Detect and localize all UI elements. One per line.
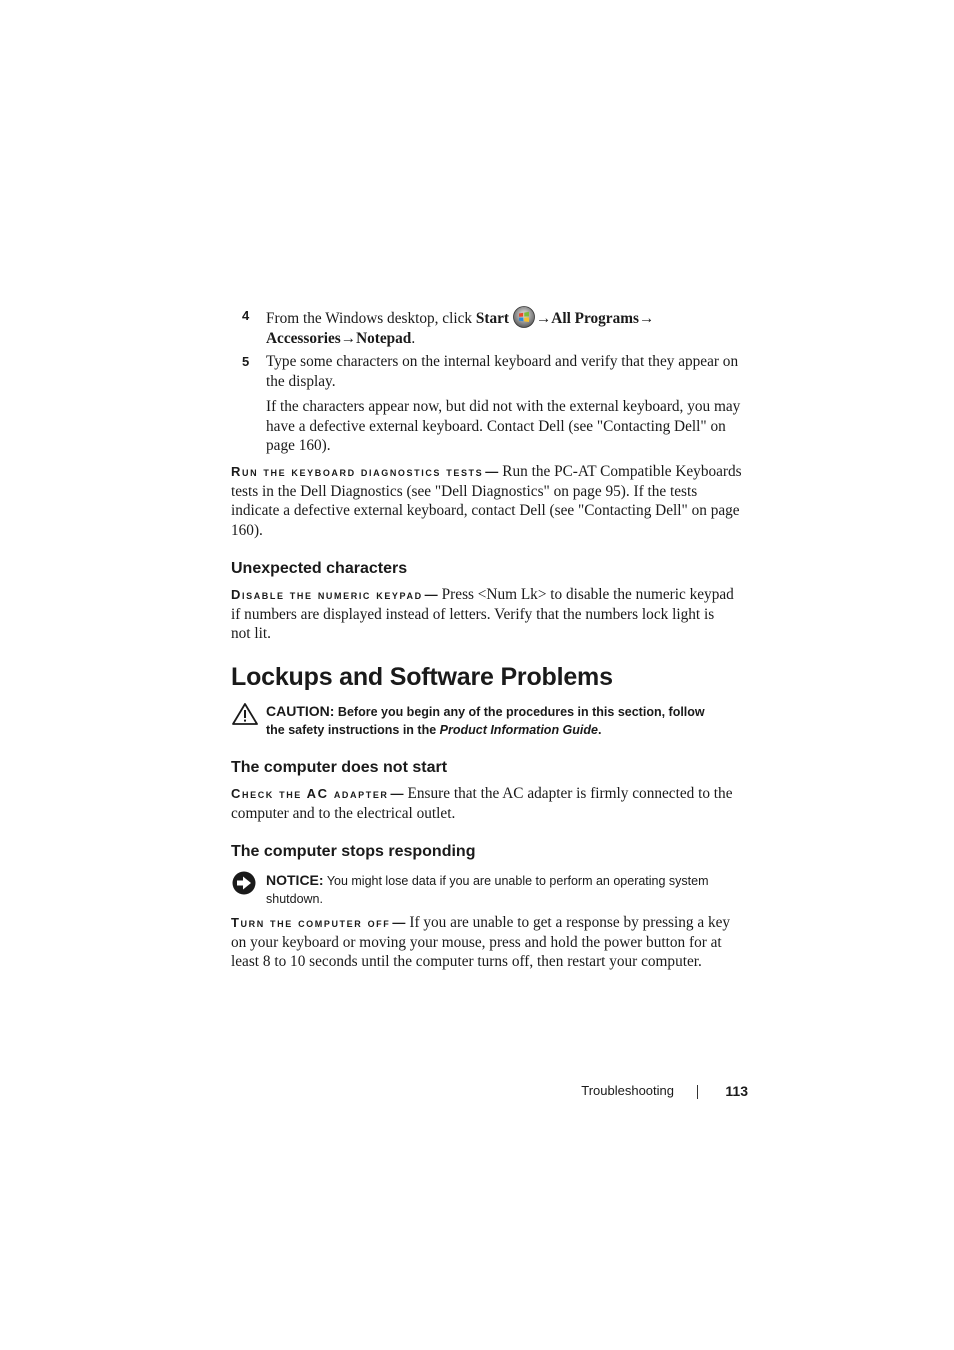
windows-start-icon: [513, 306, 535, 328]
menu-arrow: →: [535, 310, 552, 327]
step-text: From the Windows desktop, click: [266, 310, 476, 327]
caution-callout: [231, 702, 726, 739]
run-in-dash: —: [390, 786, 404, 801]
all-programs-label: All Programs: [551, 310, 639, 327]
step-end-punct: .: [411, 329, 416, 347]
step-4: [242, 306, 752, 348]
run-in-dash: —: [485, 464, 499, 479]
run-in-label: Run the keyboard diagnostics tests: [231, 464, 484, 479]
caution-body: Before you begin any of the procedures in this section, follow the safety instructions in the: [266, 705, 705, 737]
notice-callout: [231, 871, 726, 908]
paragraph-text: If you are unable to get a response by pressing a key on your keyboard or moving your mouse, press and hold the power button for at least 8 to 10 seconds until the computer turns off, then restart your computer.: [231, 914, 731, 970]
run-in-label: Turn the computer off: [231, 915, 391, 930]
start-menu-label: Start: [475, 310, 509, 327]
paragraph-text: Ensure that the AC adapter is firmly connected to the computer and to the electrical outlet.: [231, 785, 733, 822]
turn-off-paragraph: [231, 913, 741, 972]
page-number: 113: [725, 1083, 748, 1099]
step-number: 5: [242, 354, 250, 369]
notice-text: [266, 871, 726, 908]
paragraph-text: Run the PC-AT Compatible Keyboards tests in the Dell Diagnostics (see "Dell Diagnostics" on page 95). If the tests indicate a defective external keyboard, contact Dell (see "Contacting Dell" on page 160).: [231, 463, 742, 539]
run-in-dash: —: [424, 587, 438, 602]
step-number: 4: [242, 308, 250, 323]
run-in-dash: —: [392, 915, 406, 930]
step-5: [242, 352, 752, 456]
accessories-label: Accessories: [266, 329, 341, 347]
step-followup: If the characters appear now, but did not with the external keyboard, you may have a defective external keyboard. Contact Dell (see "Contacting Dell" on page 160).: [266, 398, 741, 454]
footer-divider: [697, 1085, 698, 1099]
caution-triangle-icon: [231, 702, 259, 726]
page-footer: [560, 1083, 750, 1103]
check-ac-adapter-paragraph: [231, 784, 746, 823]
caution-label: CAUTION:: [266, 703, 335, 719]
step-text: Type some characters on the internal keyboard and verify that they appear on the display.: [266, 353, 739, 390]
notice-body: You might lose data if you are unable to perform an operating system shutdown.: [266, 874, 709, 906]
notice-label: NOTICE:: [266, 872, 324, 888]
caution-text: [266, 702, 726, 739]
footer-section-title: Troubleshooting: [581, 1083, 674, 1098]
run-in-label: Disable the numeric keypad: [231, 587, 423, 602]
heading-lockups: Lockups and Software Problems: [231, 663, 613, 691]
paragraph-text: Press <Num Lk> to disable the numeric keypad if numbers are displayed instead of letters. Verify that the numbers lock light is not lit.: [231, 586, 734, 642]
disable-keypad-paragraph: [231, 585, 736, 644]
caution-end: .: [597, 723, 602, 737]
heading-unexpected-characters: Unexpected characters: [231, 560, 408, 577]
notice-arrow-icon: [231, 871, 259, 895]
heading-does-not-start: The computer does not start: [231, 759, 448, 776]
step-body: [266, 306, 752, 348]
run-keyboard-tests-paragraph: [231, 462, 746, 540]
heading-stops-responding: The computer stops responding: [231, 843, 476, 860]
product-information-guide: Product Information Guide: [439, 723, 598, 737]
run-in-label: Check the AC adapter: [231, 786, 389, 801]
notepad-label: Notepad: [356, 329, 412, 347]
menu-arrow: →: [638, 310, 655, 327]
menu-arrow: →: [340, 329, 357, 347]
